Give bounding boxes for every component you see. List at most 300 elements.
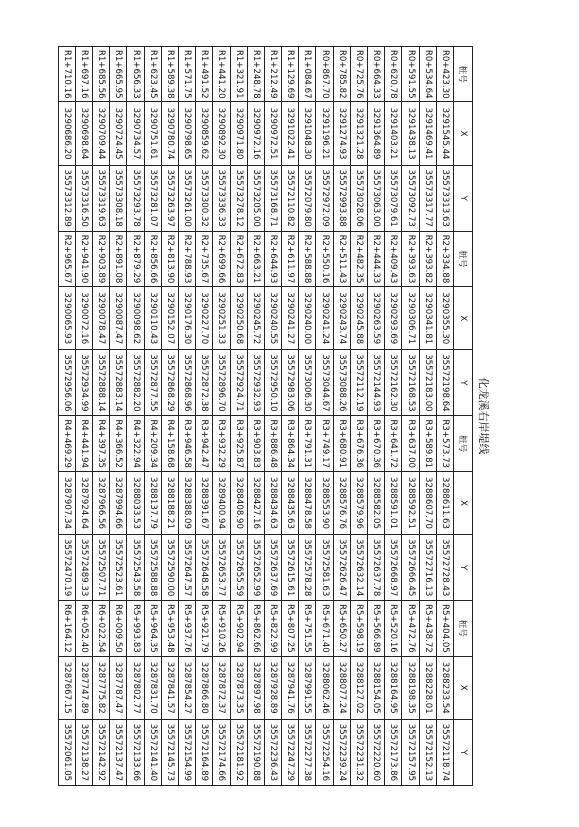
table-cell: 3287667.15 [58,656,75,719]
table-cell: R3+641.72 [385,416,402,471]
table-cell: 35572615.61 [282,535,299,601]
column-header: 桩号 [454,601,473,656]
table-row [196,47,213,786]
column-header: 桩号 [454,231,473,286]
table-cell: 3290293.69 [385,287,402,350]
table-cell: R1+710.16 [58,47,75,102]
table-cell: 3288579.96 [350,471,367,534]
table-cell: 3287873.35 [230,656,247,719]
table-cell: R5+671.40 [316,601,333,656]
table-cell: 35572162.30 [385,350,402,416]
table-cell: R3+680.91 [333,416,350,471]
table-row [247,47,264,786]
table-cell: R5+520.16 [385,601,402,656]
table-cell: 35572652.99 [247,535,264,601]
table-cell: R5+964.35 [144,601,161,656]
table-cell: 35572247.29 [282,719,299,785]
table-cell: 3291545.44 [436,102,453,165]
table-cell: 35573028.06 [350,165,367,231]
table-cell: 35572868.96 [179,350,196,416]
table-cell: 35572154.99 [179,719,196,785]
table-cell: 3288198.35 [402,656,419,719]
table-cell: 3290227.70 [196,287,213,350]
table-cell: 3291196.21 [316,102,333,165]
table-cell: 3288154.05 [368,656,385,719]
table-row [75,47,92,786]
table-row [350,47,367,786]
table-row [402,47,419,786]
table-cell: 3290251.33 [213,287,230,350]
table-cell: 3287787.47 [110,656,127,719]
table-cell: 3287802.77 [127,656,144,719]
table-cell: 35572578.28 [299,535,316,601]
table-cell: 35572653.77 [213,535,230,601]
table-cell: R2+699.66 [213,231,230,286]
table-cell: 35572236.43 [264,719,281,785]
table-row [264,47,281,786]
table-cell: 3291321.28 [350,102,367,165]
table-cell: R2+588.88 [299,231,316,286]
table-cell: 35572581.63 [316,535,333,601]
table-cell: 35573312.89 [58,165,75,231]
table-cell: 35572588.88 [144,535,161,601]
table-cell: R6+164.12 [58,601,75,656]
table-cell: 3288408.90 [230,471,247,534]
table-cell: R2+663.21 [247,231,264,286]
table-cell: R2+393.63 [402,231,419,286]
table-cell: R3+676.36 [350,416,367,471]
table-cell: 35573063.00 [368,165,385,231]
table-cell: 35572112.19 [350,350,367,416]
table-cell: 3291048.30 [299,102,316,165]
table-cell: R0+867.70 [316,47,333,102]
table-cell: 3288576.76 [333,471,350,534]
table-cell: R5+921.79 [196,601,213,656]
table-cell: R0+423.30 [436,47,453,102]
table-cell: 35573300.32 [196,165,213,231]
table-cell: R5+953.48 [161,601,178,656]
table-cell: R1+212.49 [264,47,281,102]
table-cell: 3288164.95 [385,656,402,719]
table-cell: 3287854.27 [179,656,196,719]
table-cell: R4+441.94 [75,416,92,471]
table-cell: R3+573.73 [436,416,453,471]
table-cell: 35573044.67 [316,350,333,416]
table-cell: 35573281.07 [144,165,161,231]
table-cell: 3288591.01 [385,471,402,534]
table-row [110,47,127,786]
table-cell: 35572220.60 [368,719,385,785]
rotated-page [61,46,492,786]
table-cell: 35572626.47 [333,535,350,601]
table-cell: 35572932.93 [247,350,264,416]
table-row [127,47,144,786]
table-cell: 3291403.21 [385,102,402,165]
table-cell: 35572883.14 [110,350,127,416]
table-cell: R3+946.58 [179,416,196,471]
table-cell: 35572231.32 [350,719,367,785]
table-cell: R5+902.94 [230,601,247,656]
header-row [454,47,473,786]
table-cell: 3287941.76 [282,656,299,719]
table-cell: R3+932.29 [213,416,230,471]
table-cell: 35573317.77 [419,165,436,231]
table-cell: R2+393.82 [419,231,436,286]
table-cell: 3290798.65 [179,102,196,165]
table-cell: R2+941.90 [75,231,92,286]
coordinate-table [58,46,473,786]
table-row [282,47,299,786]
table-cell: R2+611.97 [282,231,299,286]
table-cell: 3288062.46 [316,656,333,719]
table-cell: 3287991.55 [299,656,316,719]
table-cell: 3288582.05 [368,471,385,534]
column-header: X [454,471,473,534]
table-cell: R6+009.50 [110,601,127,656]
table-row [161,47,178,786]
table-cell: 3287994.66 [110,471,127,534]
table-cell: 35573319.63 [93,165,110,231]
table-cell: 3290751.61 [144,102,161,165]
table-cell: 35572137.47 [110,719,127,785]
table-cell: 35573205.00 [247,165,264,231]
table-row [144,47,161,786]
table-cell: 35572190.88 [247,719,264,785]
table-cell: 35573313.63 [436,165,453,231]
table-cell: 3290250.68 [230,287,247,350]
table-cell: 3290110.43 [144,287,161,350]
table-cell: 3288388.09 [179,471,196,534]
table-cell: R5+598.19 [350,601,367,656]
table-cell: 3290341.81 [419,287,436,350]
table-cell: R2+511.43 [333,231,350,286]
table-cell: 35572142.92 [93,719,110,785]
table-cell: 3291364.89 [368,102,385,165]
table-cell: 3290241.27 [282,287,299,350]
table-cell: 35573316.50 [75,165,92,231]
table-cell: R1+084.67 [299,47,316,102]
table-cell: 35572507.71 [93,535,110,601]
table-cell: 3290971.80 [230,102,247,165]
table-cell: 3288188.21 [161,471,178,534]
table-cell: R5+993.83 [127,601,144,656]
table-cell: 3287775.82 [93,656,110,719]
table-cell: R3+670.36 [368,416,385,471]
table-cell: 35572470.19 [58,535,75,601]
table-cell: R2+965.67 [58,231,75,286]
table-row [213,47,230,786]
table-row [58,47,75,786]
table-cell: R5+822.99 [264,601,281,656]
table-cell: 3290698.64 [75,102,92,165]
table-cell: R2+879.29 [127,231,144,286]
table-cell: 35572079.80 [299,165,316,231]
table-cell: R3+589.81 [419,416,436,471]
table-cell: R4+322.94 [127,416,144,471]
table-row [230,47,247,786]
table-cell: R2+813.90 [161,231,178,286]
table-cell: R2+482.35 [350,231,367,286]
table-cell: R5+438.72 [419,601,436,656]
table-cell: 35572239.24 [333,719,350,785]
table-cell: 35572924.71 [230,350,247,416]
table-cell: R6+052.40 [75,601,92,656]
table-cell: 35572590.00 [161,535,178,601]
table-cell: 3290245.88 [350,287,367,350]
table-cell: R2+672.83 [230,231,247,286]
table-cell: R4+209.34 [144,416,161,471]
table-cell: 35572728.43 [436,535,453,601]
table-cell: 3290243.74 [333,287,350,350]
table-cell: 35572972.09 [316,165,333,231]
table-cell: 35572061.05 [58,719,75,785]
table-cell: 35572716.13 [419,535,436,601]
table-cell: 3287841.57 [161,656,178,719]
table-cell: 3288228.01 [419,656,436,719]
table-cell: 3290241.24 [316,287,333,350]
table-cell: 35573168.71 [264,165,281,231]
table-cell: R2+788.93 [179,231,196,286]
table-cell: R5+650.27 [333,601,350,656]
table-cell: R5+862.66 [247,601,264,656]
table-cell: 35572198.64 [436,350,453,416]
table-cell: 3287866.80 [196,656,213,719]
column-header: X [454,656,473,719]
table-cell: 3288553.90 [316,471,333,534]
table-cell: R4+366.52 [110,416,127,471]
table-cell: 35572934.99 [75,350,92,416]
table-cell: 3290072.16 [75,287,92,350]
table-cell: R3+942.47 [196,416,213,471]
table-cell: R4+158.68 [161,416,178,471]
column-header: 桩号 [454,416,473,471]
table-row [179,47,196,786]
column-header: 桩号 [454,47,473,102]
table-cell: R5+472.76 [402,601,419,656]
table-cell: 3290734.57 [127,102,144,165]
table-cell: 35572118.74 [436,719,453,785]
table-cell: 3287831.70 [144,656,161,719]
table-cell: 3288137.79 [144,471,161,534]
table-cell: 35572956.06 [58,350,75,416]
table-cell: 35573263.97 [161,165,178,231]
table-cell: R1+321.91 [230,47,247,102]
table-cell: 35572877.55 [144,350,161,416]
table-cell: 3288592.51 [402,471,419,534]
table-cell: 35572632.14 [350,535,367,601]
table-cell: 35572637.78 [368,535,385,601]
table-cell: R5+751.55 [299,601,316,656]
table-cell: 3290892.30 [213,102,230,165]
table-cell: R3+864.34 [282,416,299,471]
table-cell: R1+248.78 [247,47,264,102]
table-cell: 3288607.70 [419,471,436,534]
table-cell: 3290152.07 [161,287,178,350]
table-cell: 3290709.44 [93,102,110,165]
table-cell: 3287897.98 [247,656,264,719]
table-cell: R5+566.89 [368,601,385,656]
column-header: Y [454,350,473,416]
table-cell: 35572489.33 [75,535,92,601]
table-cell: R1+491.52 [196,47,213,102]
table-cell: 35572254.16 [316,719,333,785]
table-cell: 35572668.97 [385,535,402,601]
table-cell: 35572983.06 [282,350,299,416]
table-cell: R3+903.83 [247,416,264,471]
table-cell: 35572141.40 [144,719,161,785]
table-cell: 35573336.33 [213,165,230,231]
table-row [436,47,453,786]
table-row [93,47,110,786]
table-cell: 35572888.14 [93,350,110,416]
table-cell: 3290263.59 [368,287,385,350]
table-cell: 3290780.74 [161,102,178,165]
table-cell: 3287924.64 [75,471,92,534]
table-cell: R2+735.67 [196,231,213,286]
table-cell: R5+404.05 [436,601,453,656]
table-cell: R2+550.16 [316,231,333,286]
table-cell: 35573261.00 [179,165,196,231]
table-cell: 3288478.58 [299,471,316,534]
table-cell: 35572637.69 [264,535,281,601]
table-cell: 35572157.95 [402,719,419,785]
table-cell: 35572164.89 [196,719,213,785]
table-cell: R5+807.25 [282,601,299,656]
table-cell: R5+937.76 [179,601,196,656]
table-cell: 3290240.00 [299,287,316,350]
table-cell: 3288427.16 [247,471,264,534]
table-cell: 35573278.12 [230,165,247,231]
table-cell: 3288434.63 [264,471,281,534]
table-cell: R3+925.87 [230,416,247,471]
table-cell: 3288391.67 [196,471,213,534]
table-cell: 3290098.62 [127,287,144,350]
table-cell: 3291469.41 [419,102,436,165]
column-header: Y [454,535,473,601]
table-cell: 3291438.13 [402,102,419,165]
table-cell: R2+334.88 [436,231,453,286]
table-cell: R2+444.33 [368,231,385,286]
table-row [368,47,385,786]
table-cell: 35572648.58 [196,535,213,601]
table-cell: 3290087.47 [110,287,127,350]
table-cell: 35572144.93 [368,350,385,416]
table-cell: 3290245.72 [247,287,264,350]
table-cell: 35572882.20 [127,350,144,416]
table-cell: 35572110.82 [282,165,299,231]
table-cell: 3290724.45 [110,102,127,165]
table-cell: R4+469.29 [58,416,75,471]
table-cell: R0+534.64 [419,47,436,102]
table-cell: 35572168.53 [402,350,419,416]
table-cell: R0+785.82 [333,47,350,102]
table-cell: R1+129.69 [282,47,299,102]
table-cell: 3287928.89 [264,656,281,719]
table-cell: 35572868.29 [161,350,178,416]
table-cell: R3+637.00 [402,416,419,471]
table-cell: 3287907.34 [58,471,75,534]
document-title: 化龙溪右岸堤线 [477,377,490,455]
table-cell: R6+022.54 [93,601,110,656]
table-cell: R0+664.33 [368,47,385,102]
table-cell: 3289400.94 [213,471,230,534]
table-cell: 3287747.89 [75,656,92,719]
table-cell: 3287872.37 [213,656,230,719]
table-cell: 35572543.58 [127,535,144,601]
table-cell: R1+623.45 [144,47,161,102]
table-cell: R1+665.95 [110,47,127,102]
table-cell: 35573079.61 [385,165,402,231]
table-cell: R1+589.38 [161,47,178,102]
table-cell: 3288611.63 [436,471,453,534]
table-cell: 3290306.71 [402,287,419,350]
table-cell: 3287966.56 [93,471,110,534]
table-cell: 3288435.63 [282,471,299,534]
table-cell: 3290355.30 [436,287,453,350]
table-cell: 35573006.30 [299,350,316,416]
table-cell: R0+725.76 [350,47,367,102]
table-cell: 3290240.55 [264,287,281,350]
table-cell: 35572647.57 [179,535,196,601]
table-cell: 35573293.78 [127,165,144,231]
table-cell: R3+749.17 [316,416,333,471]
table-cell: 3290686.20 [58,102,75,165]
table-cell: 35572152.13 [419,719,436,785]
table-cell: R5+910.26 [213,601,230,656]
table-cell: 35572896.70 [213,350,230,416]
table-cell: 3291274.93 [333,102,350,165]
table-cell: 35572173.86 [385,719,402,785]
column-header: Y [454,165,473,231]
table-cell: 35572181.92 [230,719,247,785]
table-cell: R2+409.43 [385,231,402,286]
table-cell: R1+571.75 [179,47,196,102]
table-cell: 3290078.47 [93,287,110,350]
table-cell: 35572277.38 [299,719,316,785]
table-cell: 3288127.02 [350,656,367,719]
table-cell: R3+886.48 [264,416,281,471]
table-cell: R1+685.56 [93,47,110,102]
table-cell: 3291022.41 [282,102,299,165]
table-cell: 3290972.51 [264,102,281,165]
table-cell: 35572145.73 [161,719,178,785]
table-cell: 3288233.54 [436,656,453,719]
table-row [419,47,436,786]
table-cell: 35572872.38 [196,350,213,416]
table-cell: 35572993.88 [333,165,350,231]
table-cell: 3290176.30 [179,287,196,350]
table-cell: 3290065.93 [58,287,75,350]
table-cell: 35572666.45 [402,535,419,601]
table-cell: 35572138.27 [75,719,92,785]
table-row [299,47,316,786]
column-header: Y [454,719,473,785]
table-cell: 3290859.62 [196,102,213,165]
table-cell: R1+697.16 [75,47,92,102]
table-cell: 35572523.61 [110,535,127,601]
table-cell: R2+891.08 [110,231,127,286]
table-cell: R3+791.31 [299,416,316,471]
table-row [316,47,333,786]
table-cell: 3288077.24 [333,656,350,719]
table-cell: R2+903.89 [93,231,110,286]
table-cell: R0+591.55 [402,47,419,102]
table-cell: 35573092.73 [402,165,419,231]
table-cell: 3288033.53 [127,471,144,534]
table-cell: R2+644.93 [264,231,281,286]
table-cell: 35572950.10 [264,350,281,416]
table-cell: 35573308.18 [110,165,127,231]
